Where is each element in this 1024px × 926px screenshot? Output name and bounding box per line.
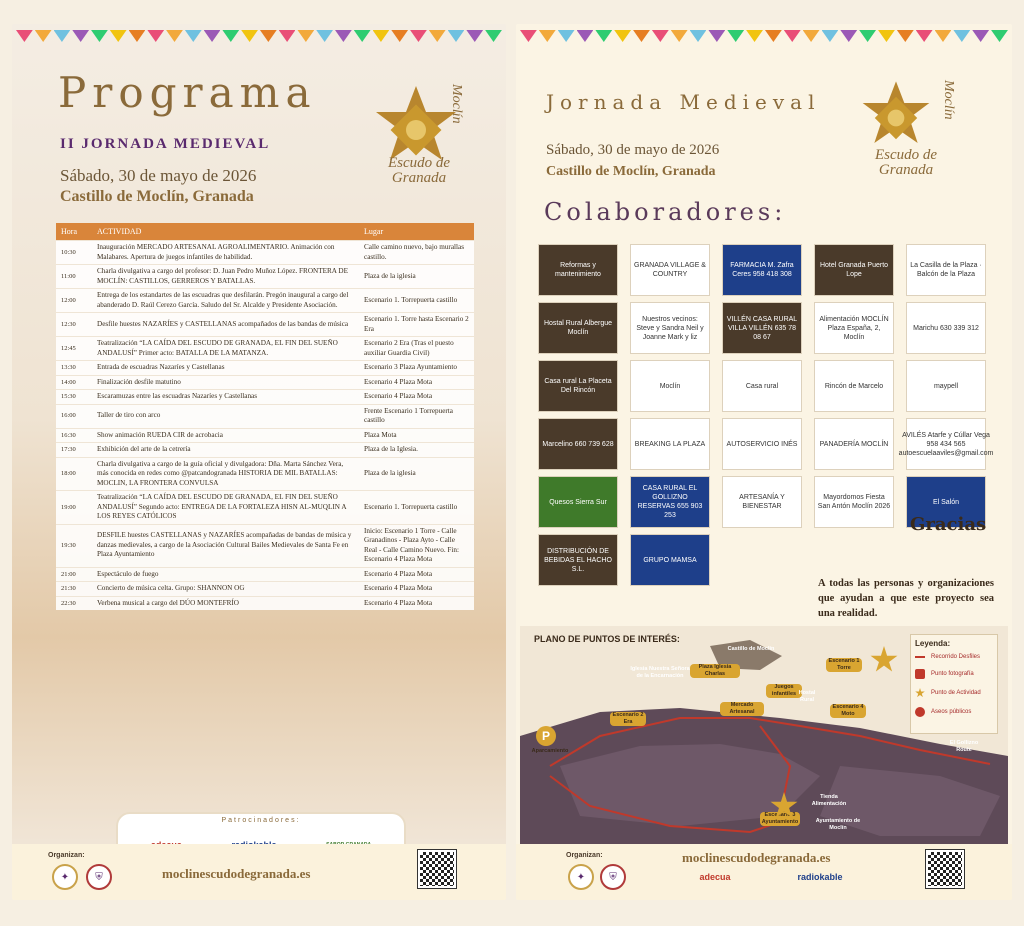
event-place: Castillo de Moclín, Granada (546, 164, 716, 179)
bunting-flag (916, 30, 933, 42)
table-row (56, 265, 474, 289)
table-row (56, 582, 474, 597)
bunting-flag (129, 30, 146, 42)
town-shield-icon: ⛨ (600, 864, 626, 890)
collaborator-logo: Reformas y mantenimiento (538, 244, 618, 296)
poi-aparcamiento: Aparcamiento (531, 748, 569, 754)
sponsor-logos (666, 872, 876, 882)
activity-cell: Show animación RUEDA CIR de acrobacia (92, 428, 359, 443)
header-actividad: ACTIVIDAD (92, 223, 359, 241)
place-cell: Plaza de la Iglesia. (359, 443, 474, 458)
activity-cell: Inauguración MERCADO ARTESANAL AGROALIMENTARIO. Animación con Malabares. Apertura de juegos infantiles de habilidad. (92, 241, 359, 265)
poi-hostal: Hostal Rural (798, 690, 816, 703)
bunting-flag (652, 30, 669, 42)
map-legend (910, 634, 998, 734)
collaborator-logo: La Casilla de la Plaza · Balcón de la Plaza (906, 244, 986, 296)
table-row (56, 313, 474, 337)
bunting-flag (91, 30, 108, 42)
poi-mercado: Mercado Artesanal (720, 702, 764, 716)
collaborator-logo: Moclín (630, 360, 710, 412)
poi-ayuntamiento: Ayuntamiento de Moclín (815, 818, 861, 831)
program-title: Programa (58, 68, 317, 117)
table-row (56, 241, 474, 265)
sponsor-radiokable-logo: radiokable (797, 872, 843, 882)
activity-cell: Exhibición del arte de la cetrería (92, 443, 359, 458)
bunting-flag (859, 30, 876, 42)
activity-cell: Espectáculo de fuego (92, 567, 359, 582)
bunting-flag (558, 30, 575, 42)
collaborator-logo: FARMACIA M. Zafra Ceres 958 418 308 (722, 244, 802, 296)
collaborator-logo: Marcelino 660 739 628 (538, 418, 618, 470)
legend-photo: Punto fotografía (915, 669, 993, 679)
organizer-seal-icon: ✦ (568, 864, 594, 890)
toilet-icon (915, 707, 925, 717)
activity-cell: Escaramuzas entre las escuadras Nazaríes y Castellanas (92, 390, 359, 405)
bunting-flag (633, 30, 650, 42)
bunting-decoration (516, 30, 1012, 44)
bunting-flag (16, 30, 33, 42)
legend-activity: Punto de Actividad (915, 688, 993, 698)
website-link[interactable]: moclinescudodegranada.es (162, 866, 311, 881)
camera-icon (915, 669, 925, 679)
activity-cell: Finalización desfile matutino (92, 375, 359, 390)
organizers-label: Organizan: (566, 852, 603, 859)
legend-route: Recorrido Desfiles (915, 654, 993, 660)
collaborator-logo: Hostal Rural Albergue Moclín (538, 302, 618, 354)
collaborator-logo: GRUPO MAMSA (630, 534, 710, 586)
bunting-flag (539, 30, 556, 42)
bunting-flag (784, 30, 801, 42)
bunting-flag (391, 30, 408, 42)
bunting-flag (577, 30, 594, 42)
bunting-flag (708, 30, 725, 42)
place-cell: Escenario 4 Plaza Mota (359, 596, 474, 610)
hour-cell: 12:30 (56, 313, 92, 337)
table-row (56, 443, 474, 458)
bunting-flag (72, 30, 89, 42)
bunting-flag (991, 30, 1008, 42)
bunting-flag (448, 30, 465, 42)
bunting-flag (935, 30, 952, 42)
bunting-flag (614, 30, 631, 42)
collaborator-logo: PANADERÍA MOCLÍN (814, 418, 894, 470)
collaborator-logo: GRANADA VILLAGE & COUNTRY (630, 244, 710, 296)
place-cell: Frente Escenario 1 Torrepuerta castillo (359, 404, 474, 428)
hour-cell: 10:30 (56, 241, 92, 265)
bunting-flag (241, 30, 258, 42)
organizers-label: Organizan: (48, 852, 85, 859)
website-link[interactable]: moclinescudodegranada.es (682, 850, 831, 865)
bunting-flag (466, 30, 483, 42)
collaborator-logo: AUTOSERVICIO INÉS (722, 418, 802, 470)
poi-plaza-iglesia: Plaza Iglesia Charlas (690, 664, 740, 678)
bunting-flag (746, 30, 763, 42)
activity-cell: Teatralización “LA CAÍDA DEL ESCUDO DE GRANADA, EL FIN DEL SUEÑO ANDALUSÍ” Primer acto: BATALLA DE LA MATANZA. (92, 337, 359, 361)
hour-cell: 16:00 (56, 404, 92, 428)
bunting-flag (671, 30, 688, 42)
header-lugar: Lugar (359, 223, 474, 241)
collaborators-title: Colaboradores: (544, 198, 787, 226)
bunting-flag (354, 30, 371, 42)
thanks-message: A todas las personas y organizaciones que ayudan a que este proyecto sea una realidad. (818, 578, 994, 619)
bunting-flag (765, 30, 782, 42)
bunting-flag (373, 30, 390, 42)
bunting-flag (972, 30, 989, 42)
thanks-heading: Gracias (910, 514, 987, 535)
table-row (56, 524, 474, 567)
collaborator-logo: El Salón (906, 476, 986, 528)
place-cell: Plaza de la iglesia (359, 265, 474, 289)
table-row (56, 457, 474, 491)
hour-cell: 14:00 (56, 375, 92, 390)
place-cell: Escenario 4 Plaza Mota (359, 390, 474, 405)
hour-cell: 15:30 (56, 390, 92, 405)
table-row (56, 375, 474, 390)
emblem-side-text: Moclín (941, 80, 956, 120)
bunting-flag (316, 30, 333, 42)
place-cell: Escenario 4 Plaza Mota (359, 375, 474, 390)
points-of-interest-map (520, 626, 1008, 848)
moclin-emblem-icon (856, 78, 936, 158)
bunting-flag (204, 30, 221, 42)
collaborator-logo: Mayordomos Fiesta San Antón Moclín 2026 (814, 476, 894, 528)
bunting-flag (485, 30, 502, 42)
program-table (56, 223, 474, 610)
activity-cell: Concierto de música celta. Grupo: SHANNON OG (92, 582, 359, 597)
table-row (56, 428, 474, 443)
place-cell: Escenario 1. Torre hasta Escenario 2 Era (359, 313, 474, 337)
activity-cell: Entrega de los estandartes de las escuadras que desfilarán. Pregón inaugural a cargo del abanderado D. Raúl Cerezo García. Saludo del Sr. Alcalde y Presidente Asociación. (92, 289, 359, 313)
table-row (56, 567, 474, 582)
collaborators-panel (516, 24, 1012, 900)
table-row (56, 491, 474, 525)
bunting-flag (110, 30, 127, 42)
place-cell: Escenario 4 Plaza Mota (359, 582, 474, 597)
collaborator-logo: VILLÉN CASA RURAL VILLA VILLÉN 635 78 08 67 (722, 302, 802, 354)
town-shield-icon: ⛨ (86, 864, 112, 890)
event-place: Castillo de Moclín, Granada (60, 188, 254, 205)
map-title: PLANO DE PUNTOS DE INTERÉS: (534, 634, 680, 644)
bunting-flag (727, 30, 744, 42)
place-cell: Escenario 3 Plaza Ayuntamiento (359, 361, 474, 376)
sponsor-adecua-logo: adecua (699, 872, 731, 882)
collaborator-logo: Hotel Granada Puerto Lope (814, 244, 894, 296)
event-date: Sábado, 30 de mayo de 2026 (60, 166, 257, 185)
qr-code-icon (926, 850, 964, 888)
jornada-title: Jornada Medieval (546, 90, 821, 114)
bunting-flag (260, 30, 277, 42)
table-row (56, 404, 474, 428)
legend-toilets: Aseos públicos (915, 707, 993, 717)
poi-juegos: Juegos infantiles (766, 684, 802, 698)
activity-cell: DESFILE huestes CASTELLANAS y NAZARÍES acompañadas de bandas de música y danzas medievales, a cargo de la Asociación Cultural Bailes Medievales de Santa Fe en Plaza Ayuntamiento (92, 524, 359, 567)
bunting-flag (147, 30, 164, 42)
table-row (56, 361, 474, 376)
bunting-flag (335, 30, 352, 42)
bunting-flag (953, 30, 970, 42)
hour-cell: 19:30 (56, 524, 92, 567)
bunting-flag (429, 30, 446, 42)
hour-cell: 19:00 (56, 491, 92, 525)
footer (12, 844, 506, 900)
hour-cell: 22:30 (56, 596, 92, 610)
bunting-flag (840, 30, 857, 42)
bunting-flag (35, 30, 52, 42)
emblem-bottom-text: Escudo de Granada (874, 147, 938, 178)
hour-cell: 12:45 (56, 337, 92, 361)
hour-cell: 21:00 (56, 567, 92, 582)
hour-cell: 13:30 (56, 361, 92, 376)
collaborator-logo: BREAKING LA PLAZA (630, 418, 710, 470)
qr-code-icon (418, 850, 456, 888)
bunting-flag (297, 30, 314, 42)
collaborator-logo: DISTRIBUCIÓN DE BEBIDAS EL HACHO S.L. (538, 534, 618, 586)
table-row (56, 289, 474, 313)
collaborator-logo: Rincón de Marcelo (814, 360, 894, 412)
activity-cell: Charla divulgativa a cargo del profesor: D. Juan Pedro Muñoz López. FRONTERA DE MOCLÍN: CASTILLOS, GERREROS Y BATALLAS. (92, 265, 359, 289)
hour-cell: 11:00 (56, 265, 92, 289)
hour-cell: 12:00 (56, 289, 92, 313)
table-header-row (56, 223, 474, 241)
collaborator-logo: Casa rural La Placeta Del Rincón (538, 360, 618, 412)
poi-escenario-1: Escenario 1 Torre (826, 658, 862, 672)
activity-cell: Desfile huestes NAZARÍES y CASTELLANAS acompañados de las bandas de música (92, 313, 359, 337)
activity-star-icon (915, 688, 925, 698)
activity-cell: Teatralización “LA CAÍDA DEL ESCUDO DE GRANADA, EL FIN DEL SUEÑO ANDALUSÍ” Segundo acto: ENTREGA DE LA FORTALEZA HISN AL-MUQLIN A LOS REYES CATÓLICOS (92, 491, 359, 525)
sponsors-title: Patrocinadores: (221, 817, 301, 824)
program-subtitle: II JORNADA MEDIEVAL (60, 136, 271, 152)
place-cell: Escenario 1. Torrepuerta castillo (359, 289, 474, 313)
hour-cell: 17:30 (56, 443, 92, 458)
table-row (56, 390, 474, 405)
collaborator-logo: AVILÉS Atarfe y Cúllar Vega 958 434 565 autoescuelaaviles@gmail.com (906, 418, 986, 470)
collaborator-logo: Alimentación MOCLÍN Plaza España, 2, Moclín (814, 302, 894, 354)
legend-title: Leyenda: (915, 639, 951, 648)
emblem-side-text: Moclín (449, 84, 464, 124)
collaborator-logo: Quesos Sierra Sur (538, 476, 618, 528)
bunting-flag (803, 30, 820, 42)
bunting-flag (878, 30, 895, 42)
poi-castillo: Castillo de Moclín (727, 646, 775, 652)
bunting-flag (520, 30, 537, 42)
place-cell: Inicio: Escenario 1 Torre - Calle Granadinos - Plaza Ayto - Calle Real - Calle Camino Nuevo. Fin: Escenario 4 Plaza Mota (359, 524, 474, 567)
place-cell: Calle camino nuevo, bajo murallas castillo. (359, 241, 474, 265)
bunting-flag (185, 30, 202, 42)
table-row (56, 337, 474, 361)
collaborator-logo: maypell (906, 360, 986, 412)
place-cell: Escenario 2 Era (Tras el puesto auxiliar Guardia Civil) (359, 337, 474, 361)
bunting-flag (279, 30, 296, 42)
bunting-flag (410, 30, 427, 42)
poi-tienda: Tienda Alimentación (811, 794, 847, 807)
place-cell: Plaza de la iglesia (359, 457, 474, 491)
poi-iglesia: Iglesia Nuestra Señora de la Encarnación (630, 666, 690, 679)
bunting-flag (222, 30, 239, 42)
footer (516, 844, 1012, 900)
header-hora: Hora (56, 223, 92, 241)
parking-icon: P (536, 726, 556, 746)
hour-cell: 21:30 (56, 582, 92, 597)
organizer-seal-icon: ✦ (52, 864, 78, 890)
hour-cell: 16:30 (56, 428, 92, 443)
activity-cell: Verbena musical a cargo del DÚO MONTEFRÍO (92, 596, 359, 610)
place-cell: Escenario 1. Torrepuerta castillo (359, 491, 474, 525)
place-cell: Escenario 4 Plaza Mota (359, 567, 474, 582)
collaborator-logo: Nuestros vecinos: Steve y Sandra Neil y Joanne Mark y liz (630, 302, 710, 354)
hour-cell: 18:00 (56, 457, 92, 491)
bunting-flag (595, 30, 612, 42)
activity-cell: Entrada de escuadras Nazaríes y Castellanas (92, 361, 359, 376)
bunting-flag (822, 30, 839, 42)
poi-escenario-2: Escenario 2 Era (610, 712, 646, 726)
collaborator-logo: ARTESANÍA Y BIENESTAR (722, 476, 802, 528)
bunting-flag (54, 30, 71, 42)
bunting-flag (897, 30, 914, 42)
bunting-decoration (12, 30, 506, 44)
event-date: Sábado, 30 de mayo de 2026 (546, 142, 720, 158)
activity-cell: Taller de tiro con arco (92, 404, 359, 428)
route-line-icon (915, 656, 925, 658)
table-row (56, 596, 474, 610)
collaborator-logo: CASA RURAL EL GOLLIZNO RESERVAS 655 903 253 (630, 476, 710, 528)
poi-gollizno: El Gollizno Route (949, 740, 979, 753)
collaborator-logo: Casa rural (722, 360, 802, 412)
activity-cell: Charla divulgativa a cargo de la guía oficial y divulgadora: Dña. Marta Sánchez Vera, más conocida en redes como @patcandogranada HISTORIA DE MIL BATALLAS: MOCLIN, LA FRONTERA CONVULSA (92, 457, 359, 491)
program-panel (12, 24, 506, 900)
bunting-flag (166, 30, 183, 42)
poi-escenario-3: Escenario 3 Ayuntamiento (761, 812, 799, 825)
emblem-bottom-text: Escudo de Granada (387, 155, 451, 186)
place-cell: Plaza Mota (359, 428, 474, 443)
poi-escenario-4: Escenario 4 Moto (830, 704, 866, 718)
collaborator-logo: Marichu 630 339 312 (906, 302, 986, 354)
bunting-flag (690, 30, 707, 42)
